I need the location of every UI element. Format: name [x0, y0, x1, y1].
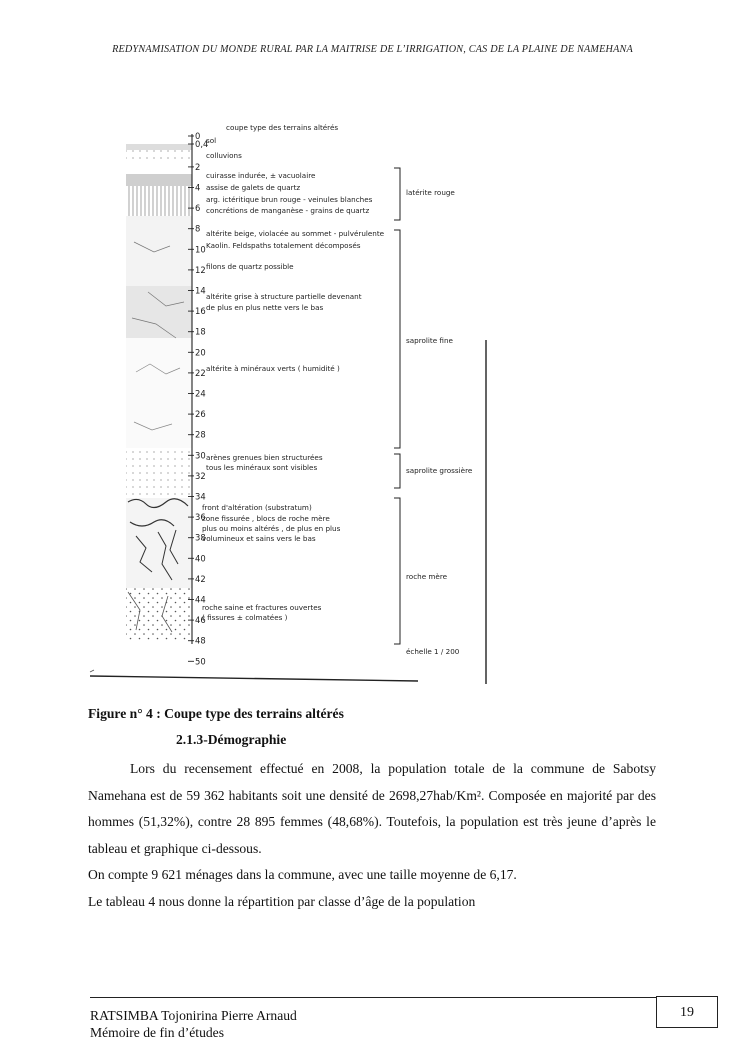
depth-number: 28 [195, 429, 206, 440]
depth-number: 36 [195, 512, 206, 523]
depth-number: 42 [195, 573, 206, 584]
depth-number: 24 [195, 388, 206, 399]
layer-label: cuirasse indurée, ± vacuolaire [206, 171, 316, 180]
depth-number: 22 [195, 367, 206, 378]
zone-label: saprolite grossière [406, 466, 473, 475]
layer-label: volumineux et sains vers le bas [202, 534, 316, 543]
scale-label: échelle 1 / 200 [406, 647, 460, 656]
zone-label: roche mère [406, 572, 448, 581]
layer-label: ( fissures ± colmatées ) [202, 613, 288, 622]
zone-label: saprolite fine [406, 336, 453, 345]
layer-label: filons de quartz possible [206, 262, 294, 271]
depth-number: 48 [195, 635, 206, 646]
depth-number: 18 [195, 326, 206, 337]
paragraph: Lors du recensement effectué en 2008, la population totale de la commune de Sabotsy Namehana est de 59 362 habitants soit une densité de 2698,27hab/Km². Composée en majorité par des hommes (51,32%), contre 28 895 femmes (48,68%). Toutefois, la population est très jeune d’après le tableau et graphique ci-dessous. [88, 761, 656, 856]
zone-label: latérite rouge [406, 188, 455, 197]
layer-label: arg. ictéritique brun rouge - veinules blanches [206, 195, 373, 204]
depth-number: 44 [195, 594, 206, 605]
depth-number: 34 [195, 491, 206, 502]
paragraph: On compte 9 621 ménages dans la commune, avec une taille moyenne de 6,17. [88, 867, 517, 882]
depth-number: 12 [195, 264, 206, 275]
depth-number: 10 [195, 244, 206, 255]
footer-divider [90, 997, 656, 998]
depth-number: 40 [195, 553, 206, 564]
depth-number: 26 [195, 409, 206, 420]
layer-label: roche saine et fractures ouvertes [202, 603, 322, 612]
footer-memo: Mémoire de fin d’études [90, 1025, 225, 1040]
depth-number: 4 [195, 182, 201, 193]
figure-title: coupe type des terrains altérés [226, 123, 339, 132]
layer-label: altérite beige, violacée au sommet - pulvérulente [206, 229, 385, 238]
layer-label: arènes grenues bien structurées [206, 453, 323, 462]
depth-number: 30 [195, 450, 206, 461]
layer-label: concrétions de manganèse - grains de quartz [206, 206, 370, 215]
paragraph: Le tableau 4 nous donne la répartition par classe d’âge de la population [88, 893, 476, 909]
depth-number: 32 [195, 470, 206, 481]
rock-column [126, 144, 192, 640]
depth-number: 14 [195, 285, 206, 296]
depth-number: 46 [195, 615, 206, 626]
page-number: 19 [656, 996, 718, 1028]
section-heading: 2.1.3-Démographie [176, 732, 287, 747]
layer-label: de plus en plus nette vers le bas [206, 303, 324, 312]
layer-label: sol [206, 136, 217, 145]
depth-number: 2 [195, 161, 201, 172]
layer-label: colluvions [206, 151, 242, 160]
running-header: REDYNAMISATION DU MONDE RURAL PAR LA MAITRISE DE L’IRRIGATION, CAS DE LA PLAINE DE NAMEHANA [112, 44, 633, 55]
depth-number: 0 [195, 131, 201, 141]
layer-label: altérite grise à structure partielle devenant [206, 292, 362, 301]
footer-author: RATSIMBA Tojonirina Pierre Arnaud [90, 1008, 297, 1023]
depth-number: 50 [195, 656, 206, 667]
depth-number: 8 [195, 223, 201, 234]
layer-label: front d'altération (substratum) [202, 503, 312, 512]
layer-labels [202, 136, 385, 622]
layer-label: tous les minéraux sont visibles [206, 463, 318, 472]
depth-number: 38 [195, 532, 206, 543]
depth-number: 16 [195, 306, 206, 317]
body-text [88, 756, 656, 915]
layer-label: Kaolin. Feldspaths totalement décomposés [206, 241, 361, 250]
depth-number: 0,4 [195, 139, 209, 149]
depth-number: 20 [195, 347, 206, 358]
figure-caption: Figure n° 4 : Coupe type des terrains altérés [88, 706, 344, 721]
layer-label: plus ou moins altérés , de plus en plus [202, 524, 341, 533]
geologic-section-figure [88, 92, 508, 688]
geologic-section-drawing [88, 92, 508, 688]
layer-label: altérite à minéraux verts ( humidité ) [206, 364, 340, 373]
depth-number: 6 [195, 203, 201, 214]
layer-label: assise de galets de quartz [206, 183, 301, 192]
zone-brackets [394, 168, 473, 656]
layer-label: zone fissurée , blocs de roche mère [202, 514, 330, 523]
